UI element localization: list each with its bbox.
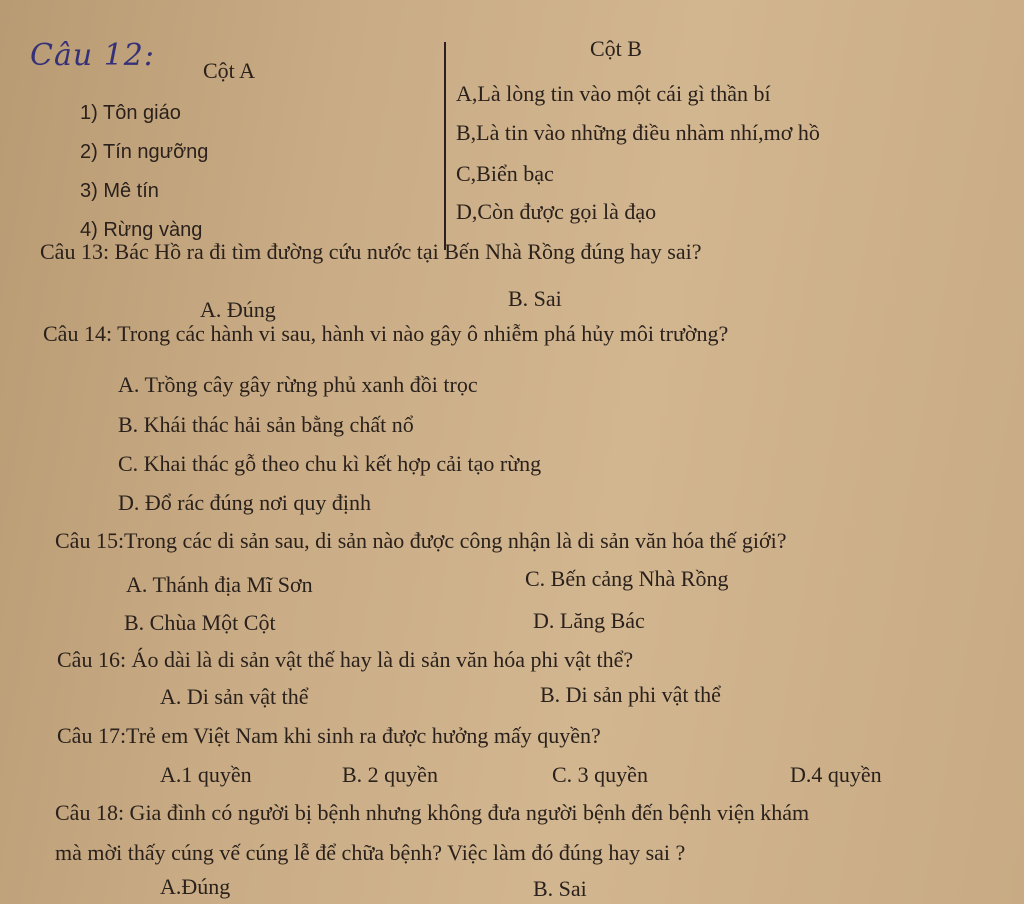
question-16: Câu 16: Áo dài là di sản vật thế hay là di sản văn hóa phi vật thể? — [57, 647, 634, 672]
q17-option-c: C. 3 quyền — [552, 762, 648, 787]
column-divider — [444, 42, 446, 250]
question-18-line-1: Câu 18: Gia đình có người bị bệnh nhưng không đưa người bệnh đến bệnh viện khám — [55, 800, 810, 825]
q14-option-c: C. Khai thác gỗ theo chu kì kết hợp cải tạo rừng — [118, 451, 542, 476]
column-a-header: Cột A — [203, 58, 255, 83]
q16-option-b: B. Di sản phi vật thể — [540, 682, 721, 707]
col-a-item-2: 2) Tín ngưỡng — [80, 141, 209, 163]
q18-option-b: B. Sai — [533, 876, 587, 901]
col-b-item-c: C,Biển bạc — [456, 161, 554, 186]
col-b-item-b: B,Là tin vào những điều nhàm nhí,mơ hồ — [456, 120, 820, 145]
q15-option-a: A. Thánh địa Mĩ Sơn — [126, 572, 313, 597]
q16-option-a: A. Di sản vật thể — [160, 684, 309, 709]
q15-option-c: C. Bến cảng Nhà Rồng — [525, 566, 729, 591]
question-13: Câu 13: Bác Hồ ra đi tìm đường cứu nước tại Bến Nhà Rồng đúng hay sai? — [40, 239, 702, 264]
q14-option-a: A. Trồng cây gây rừng phủ xanh đồi trọc — [118, 372, 478, 397]
col-b-item-a: A,Là lòng tin vào một cái gì thần bí — [456, 81, 771, 106]
column-b-header: Cột B — [590, 36, 642, 61]
q15-option-b: B. Chùa Một Cột — [124, 610, 276, 635]
q17-option-d: D.4 quyền — [790, 762, 882, 787]
q14-option-b: B. Khái thác hải sản bằng chất nổ — [118, 412, 414, 437]
q15-option-d: D. Lăng Bác — [533, 608, 645, 633]
question-14: Câu 14: Trong các hành vi sau, hành vi nào gây ô nhiễm phá hủy môi trường? — [43, 321, 729, 346]
question-15: Câu 15:Trong các di sản sau, di sản nào được công nhận là di sản văn hóa thế giới? — [55, 528, 787, 553]
question-18-line-2: mà mời thấy cúng vế cúng lễ để chữa bệnh? Việc làm đó đúng hay sai ? — [55, 840, 686, 865]
q18-option-a: A.Đúng — [160, 874, 231, 899]
q17-option-b: B. 2 quyền — [342, 762, 438, 787]
col-a-item-1: 1) Tôn giáo — [80, 102, 181, 124]
col-a-item-3: 3) Mê tín — [80, 180, 159, 202]
q17-option-a: A.1 quyền — [160, 762, 252, 787]
q13-option-a: A. Đúng — [200, 297, 276, 322]
q14-option-d: D. Đổ rác đúng nơi quy định — [118, 490, 371, 515]
handwritten-question-label: Câu 12: — [30, 38, 155, 73]
question-17: Câu 17:Trẻ em Việt Nam khi sinh ra được hưởng mấy quyền? — [57, 723, 601, 748]
q13-option-b: B. Sai — [508, 286, 562, 311]
col-a-item-4: 4) Rừng vàng — [80, 219, 203, 241]
col-b-item-d: D,Còn được gọi là đạo — [456, 199, 657, 224]
